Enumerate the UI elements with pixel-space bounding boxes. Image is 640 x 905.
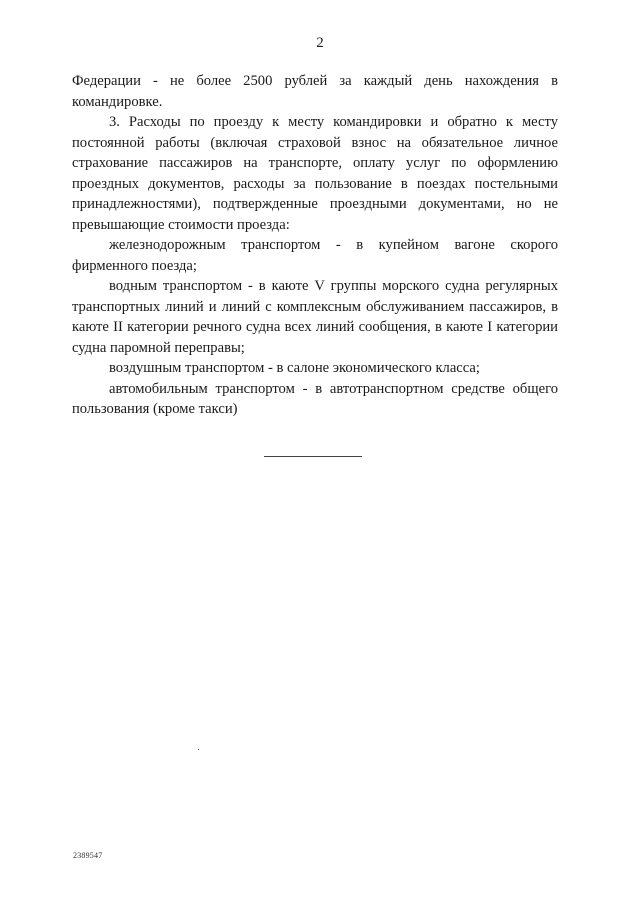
paragraph-road-transport: автомобильным транспортом - в автотранспортном средстве общего пользования (кроме такси): [72, 380, 558, 417]
document-body: [72, 71, 558, 420]
end-separator-line: [264, 456, 362, 457]
scan-speck: [198, 749, 199, 750]
paragraph-air-transport: воздушным транспортом - в салоне экономического класса;: [109, 360, 480, 376]
document-code: 2389547: [73, 851, 103, 860]
page-number: 2: [316, 35, 324, 51]
paragraph-rail-transport: железнодорожным транспортом - в купейном вагоне скорого фирменного поезда;: [72, 237, 558, 274]
paragraph-continuation: Федерации - не более 2500 рублей за каждый день нахождения в командировке.: [72, 73, 558, 110]
paragraph-travel-expenses: 3. Расходы по проезду к месту командировки и обратно к месту постоянной работы (включая страховой взнос на обязательное личное страхование пассажиров на транспорте, оплату услуг по оформлению проездных документов, расходы за пользование в поездах постельными принадлежностями), подтвержденные проездными документами, но не превышающие стоимости проезда:: [72, 114, 558, 233]
paragraph-water-transport: водным транспортом - в каюте V группы морского судна регулярных транспортных линий и линий с комплексным обслуживанием пассажиров, в каюте II категории речного судна всех линий сообщения, в каюте I категории судна паромной переправы;: [72, 278, 558, 356]
